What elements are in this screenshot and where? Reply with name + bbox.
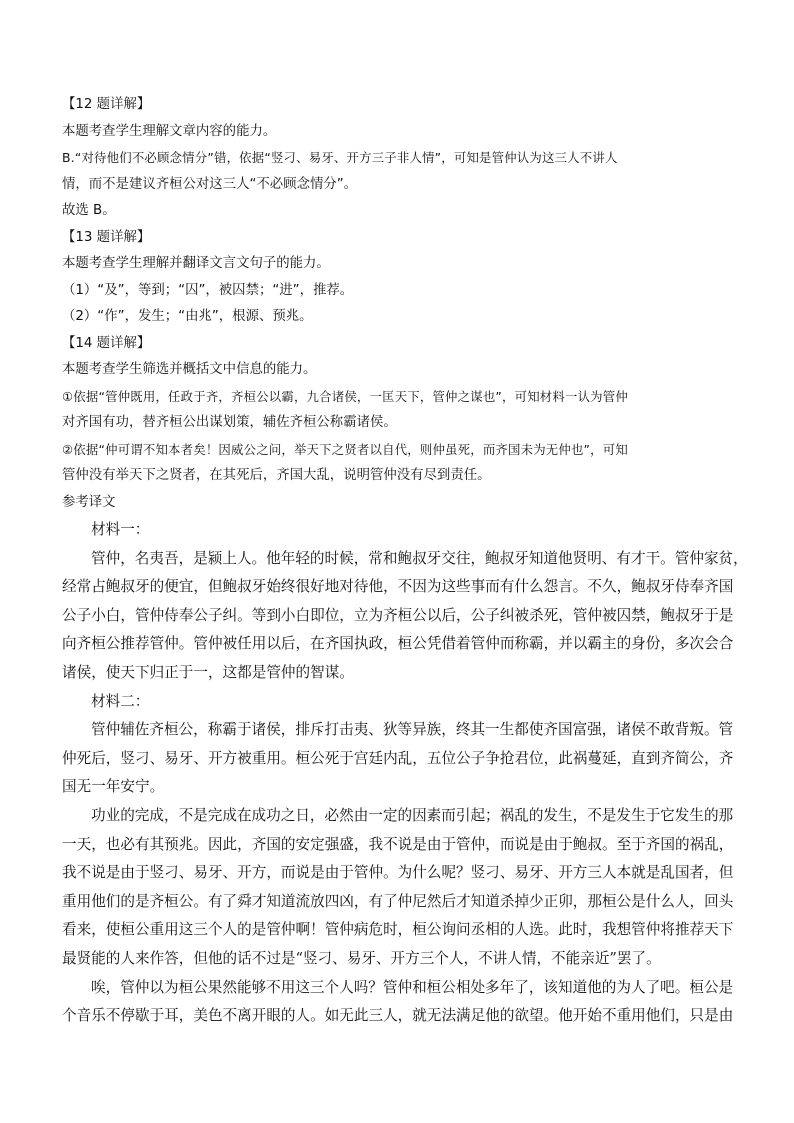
text-line: （1）“及”，等到；“囚”，被囚禁；“进”，推荐。: [62, 282, 354, 298]
text-line: 情，而不是建议齐桓公对这三人“不必顾念情分”。: [62, 176, 358, 192]
text-line: 本题考查学生筛选并概括文中信息的能力。: [62, 362, 317, 377]
text-line: 参考译文: [62, 494, 116, 510]
text-line: ①依据“管仲既用，任政于齐，齐桓公以霸，九合诸侯，一匡天下，管仲之谋也”，可知材料一认为管仲: [62, 388, 628, 404]
section-heading: 【13 题详解】: [62, 229, 151, 245]
text-line: 重用他们的是齐桓公。有了舜才知道流放四凶，有了仲尼然后才知道杀掉少正卯，那桓公是什么人，回头: [62, 892, 734, 910]
text-line: 仲死后，竖刁、易牙、开方被重用。桓公死于宫廷内乱，五位公子争抢君位，此祸蔓延，直到齐简公，齐: [62, 749, 734, 767]
text-line: 材料二：: [91, 692, 150, 710]
text-line: 本题考查学生理解并翻译文言文句子的能力。: [62, 256, 330, 271]
text-line: 看来，使桓公重用这三个人的是管仲啊！管仲病危时，桓公询问丞相的人选。此时，我想管仲将推荐天下: [62, 921, 734, 939]
text-line: 公子小白，管仲侍奉公子纠。等到小白即位，立为齐桓公以后，公子纠被杀死，管仲被囚禁，鲍叔牙于是: [62, 606, 734, 624]
document-body: [62, 92, 748, 1031]
text-line: 诸侯，使天下归正于一，这都是管仲的智谋。: [62, 663, 354, 681]
text-line: 管仲辅佐齐桓公，称霸于诸侯，排斥打击夷、狄等异族，终其一生都使齐国富强，诸侯不敢背叛。管: [91, 721, 734, 739]
text-line: 我不说是由于竖刁、易牙、开方，而说是由于管仲。为什么呢？竖刁、易牙、开方三人本就是乱国者，但: [62, 864, 734, 882]
section-heading: 【12 题详解】: [62, 97, 151, 112]
text-line: B.“对待他们不必顾念情分”错，依据“竖刁、易牙、开方三子非人情”，可知是管仲认为这三人不讲人: [62, 150, 618, 165]
text-line: 唉，管仲以为桓公果然能够不用这三个人吗？管仲和桓公相处多年了，该知道他的为人了吧。桓公是: [91, 978, 734, 996]
text-line: ②依据“仲可谓不知本者矣！因威公之问，举天下之贤者以自代，则仲虽死，而齐国未为无仲也”，可知: [62, 441, 628, 457]
section-heading: 【14 题详解】: [62, 335, 151, 351]
text-line: 个音乐不停歇于耳，美色不离开眼的人。如无此三人，就无法满足他的欲望。他开始不重用他们，只是由: [62, 1007, 734, 1025]
text-line: 材料一：: [91, 521, 150, 538]
text-line: （2）“作”，发生；“由兆”，根源、预兆。: [62, 309, 313, 324]
text-line: 本题考查学生理解文章内容的能力。: [62, 123, 277, 139]
text-line: 管仲，名夷吾，是颍上人。他年轻的时候，常和鲍叔牙交往，鲍叔牙知道他贤明、有才干。管仲家贫，: [91, 549, 748, 567]
text-line: 经常占鲍叔牙的便宜，但鲍叔牙始终很好地对待他，不因为这些事而有什么怨言。不久，鲍叔牙侍奉齐国: [62, 578, 734, 596]
text-line: 国无一年安宁。: [62, 778, 165, 796]
text-line: 一天，也必有其预兆。因此，齐国的安定强盛，我不说是由于管仲，而说是由于鲍叔。至于齐国的祸乱，: [62, 835, 734, 853]
text-line: 最贤能的人来作答，但他的话不过是“竖刁、易牙、开方三个人，不讲人情，不能亲近”罢了。: [62, 949, 661, 967]
text-line: 管仲没有举天下之贤者，在其死后，齐国大乱，说明管仲没有尽到责任。: [62, 468, 491, 483]
text-line: 功业的完成，不是完成在成功之日，必然由一定的因素而引起；祸乱的发生，不是发生于它发生的那: [91, 806, 734, 824]
text-line: 向齐桓公推荐管仲。管仲被任用以后，在齐国执政，桓公凭借着管仲而称霸，并以霸主的身份，多次会合: [62, 635, 734, 653]
text-line: 故选 B。: [62, 203, 116, 218]
text-line: 对齐国有功，替齐桓公出谋划策，辅佐齐桓公称霸诸侯。: [62, 415, 397, 430]
